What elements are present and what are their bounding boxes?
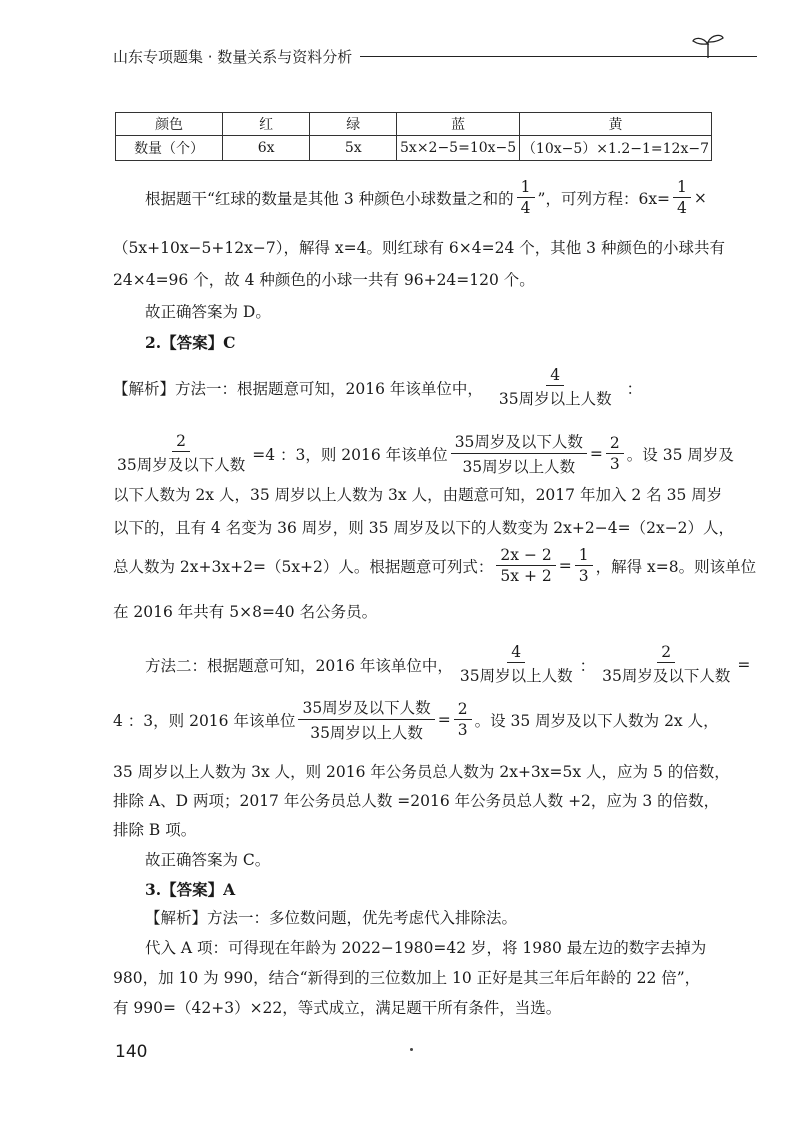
fraction: $\frac{2}{3}$ <box>606 434 624 473</box>
q2-answer: 故正确答案为 C。 <box>145 851 271 869</box>
fraction: $\frac{2}{\text{35周岁及以下人数}}$ <box>602 643 731 685</box>
running-header <box>113 42 763 70</box>
q3-line-2: 代入 A 项：可得现在年龄为 2022−1980=42 岁，将 1980 最左边的数字去掉为 <box>145 939 707 957</box>
table-cell: 数量（个） <box>116 136 223 161</box>
fraction: $\frac{1}{4}$ <box>673 178 691 217</box>
q3-line-1: 【解析】方法一：多位数问题，优先考虑代入排除法。 <box>145 909 518 927</box>
q2-method1-line-1: 【解析】方法一：根据题意可知，2016 年该单位中， $\frac{4}{\text{35周岁以上人数}}$ ： <box>113 366 643 408</box>
q1-answer: 故正确答案为 D。 <box>145 303 271 321</box>
fraction: $\frac{4}{\text{35周岁以上人数}}$ <box>498 366 612 408</box>
q2-method1-line-5: 总人数为 2x+3x+2=（5x+2）人。根据题意可列式： $\frac{2x - 2}{5x + 2}$ = $\frac{1}{3}$ ，解得 x=8。则该单位 <box>113 546 757 585</box>
fraction: $\frac{1}{4}$ <box>517 178 535 217</box>
table-header-cell: 红 <box>223 113 310 136</box>
table-header-cell: 蓝 <box>397 113 520 136</box>
table-row <box>116 136 712 161</box>
table-header-row <box>116 113 712 136</box>
fraction: $\frac{4}{\text{35周岁以上人数}}$ <box>459 643 573 685</box>
q2-answer-label: 2.【答案】C <box>145 333 236 352</box>
fraction: $\frac{2x - 2}{5x + 2}$ <box>496 546 555 585</box>
q2-method1-line-2: $\frac{2}{\text{35周岁及以下人数}}$ =4 ：3，则 2016 年该单位 $\frac{\text{35周岁及以下人数}}{\text{35周岁以上人数}}$ = $\frac{2}{3}$ 。设 35 周岁及 <box>113 430 734 477</box>
dot-mark <box>410 1048 413 1051</box>
table-header-cell: 绿 <box>310 113 397 136</box>
fraction: $\frac{\text{35周岁及以下人数}}{\text{35周岁以上人数}}$ <box>298 696 434 743</box>
color-count-table <box>115 112 712 161</box>
q1-equation-line: 根据题干“红球的数量是其他 3 种颜色小球数量之和的 $\frac{1}{4}$ ”，可列方程：6x= $\frac{1}{4}$ × <box>145 178 707 217</box>
fraction: $\frac{1}{3}$ <box>575 546 593 585</box>
q3-line-3: 980，加 10 为 990，结合“新得到的三位数加上 10 正好是其三年后年龄的 22 倍”， <box>113 969 701 987</box>
sprout-icon <box>690 32 726 60</box>
header-title: 山东专项题集 · 数量关系与资料分析 <box>113 47 353 66</box>
q2-method2-line-5: 排除 B 项。 <box>113 821 197 839</box>
fraction: $\frac{2}{\text{35周岁及以下人数}}$ <box>117 432 246 474</box>
q3-line-4: 有 990=（42+3）×22，等式成立，满足题干所有条件，当选。 <box>113 999 562 1017</box>
q2-method2-line-3: 35 周岁以上人数为 3x 人，则 2016 年公务员总人数为 2x+3x=5x 人，应为 5 的倍数， <box>113 763 730 781</box>
table-cell: 6x <box>223 136 310 161</box>
table-cell: 5x×2−5=10x−5 <box>397 136 520 161</box>
table-cell: 5x <box>310 136 397 161</box>
table-header-cell: 黄 <box>519 113 711 136</box>
q2-method2-line-4: 排除 A、D 两项；2017 年公务员总人数 =2016 年公务员总人数 +2，应为 3 的倍数， <box>113 792 720 810</box>
table-cell: （10x−5）×1.2−1=12x−7 <box>519 136 711 161</box>
q2-method1-line-4: 以下的，且有 4 名变为 36 周岁，则 35 周岁及以下的人数变为 2x+2−4=（2x−2）人， <box>113 519 735 537</box>
q2-method1-line-6: 在 2016 年共有 5×8=40 名公务员。 <box>113 603 378 621</box>
q2-method1-line-3: 以下人数为 2x 人，35 周岁以上人数为 3x 人，由题意可知，2017 年加入 2 名 35 周岁 <box>113 486 723 504</box>
q2-method2-line-2: 4 ：3，则 2016 年该单位 $\frac{\text{35周岁及以下人数}}{\text{35周岁以上人数}}$ = $\frac{2}{3}$ 。设 35 周岁及以下人数为 2x 人， <box>113 696 719 743</box>
q3-answer-label: 3.【答案】A <box>145 880 236 899</box>
fraction: $\frac{\text{35周岁及以下人数}}{\text{35周岁以上人数}}$ <box>451 430 587 477</box>
page-number: 140 <box>115 1042 148 1062</box>
q1-line-2: （5x+10x−5+12x−7），解得 x=4。则红球有 6×4=24 个，其他 3 种颜色的小球共有 <box>113 239 725 257</box>
table-header-cell: 颜色 <box>116 113 223 136</box>
q2-method2-line-1: 方法二：根据题意可知，2016 年该单位中， $\frac{4}{\text{35周岁以上人数}}$ ： $\frac{2}{\text{35周岁及以下人数}}$ = <box>145 643 751 685</box>
fraction: $\frac{2}{3}$ <box>454 700 472 739</box>
q1-line-3: 24×4=96 个，故 4 种颜色的小球一共有 96+24=120 个。 <box>113 271 535 289</box>
